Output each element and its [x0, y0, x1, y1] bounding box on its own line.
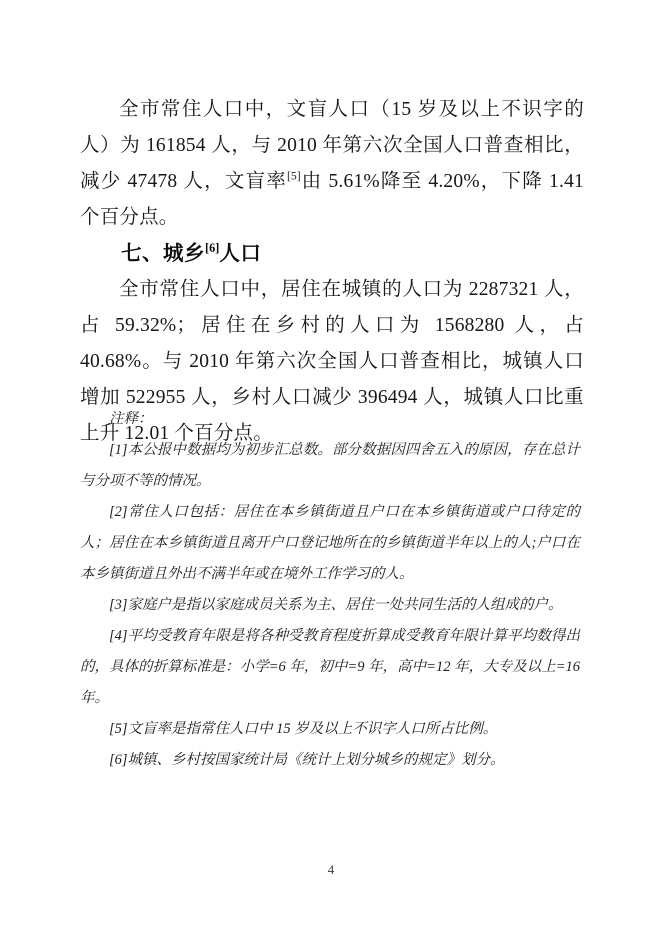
illiteracy-paragraph-text-after-ref: 由 5.61%降至 4.20%，下降 1.41 个百分点。 [80, 171, 584, 228]
note-item-4: [4]平均受教育年限是将各种受教育程度折算成受教育年限计算平均数得出的，具体的折算标准是：小学=6 年，初中=9 年，高中=12 年，大专及以上=16 年。 [80, 628, 580, 706]
urban-rural-paragraph: 全市常住人口中，居住在城镇的人口为 2287321 人，占 59.32%；居住在乡村的人口为 1568280 人，占 40.68%。与 2010 年第六次全国人口普查相比，城镇人口增加 522955 人，乡村人口减少 396494 人，城镇人口比重上升 12.01 个百分点。 [80, 279, 584, 444]
section-heading-suffix: 人口 [219, 243, 262, 265]
note-item-1: [1]本公报中数据均为初步汇总数。部分数据因四舍五入的原因，存在总计与分项不等的情况。 [80, 442, 580, 489]
illiteracy-paragraph [80, 92, 584, 236]
section-heading-prefix: 七、城乡 [121, 243, 205, 265]
note-item-3: [3]家庭户是指以家庭成员关系为主、居住一处共同生活的人组成的户。 [109, 597, 563, 613]
illiteracy-paragraph-text: 全市常住人口中，文盲人口（15 岁及以上不识字的人）为 161854 人，与 2010 年第六次全国人口普查相比，减少 47478 人，文盲率 [80, 99, 584, 192]
footnote-ref-6: [6] [205, 241, 220, 256]
note-item-5: [5]文盲率是指常住人口中 15 岁及以上不识字人口所占比例。 [109, 721, 498, 737]
main-body-text [80, 92, 584, 452]
notes-title: 注释： [109, 411, 153, 427]
footnote-ref-5: [5] [287, 169, 301, 183]
note-item-2: [2]常住人口包括：居住在本乡镇街道且户口在本乡镇街道或户口待定的人；居住在本乡镇街道且离开户口登记地所在的乡镇街道半年以上的人;户口在本乡镇街道且外出不满半年或在境外工作学习的人。 [80, 504, 580, 582]
section-heading-urban-rural [80, 236, 584, 272]
notes-section [80, 404, 580, 776]
page-number: 4 [327, 862, 335, 877]
note-item-6: [6]城镇、乡村按国家统计局《统计上划分城乡的规定》划分。 [109, 752, 505, 768]
